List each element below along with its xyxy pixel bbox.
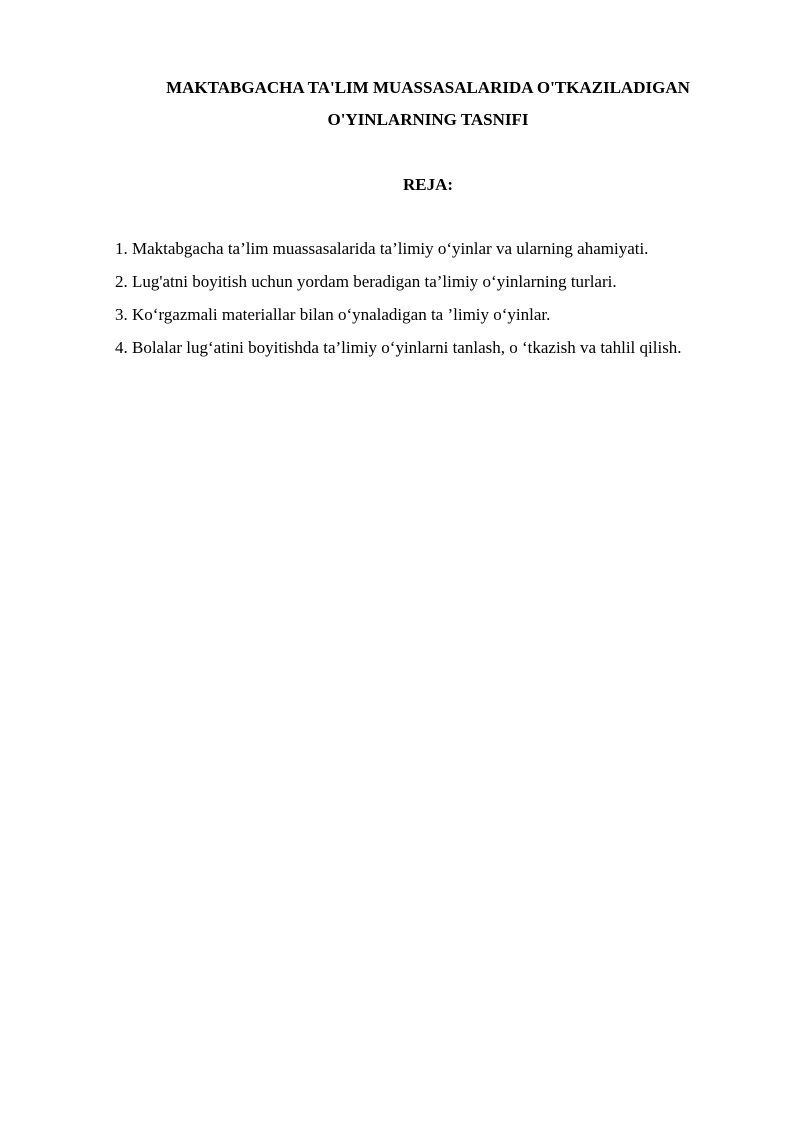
- plan-heading: REJA:: [402, 175, 454, 194]
- plan-item-2: 2. Lug'atni boyitish uchun yordam beradigan ta’limiy o‘yinlarning turlari.: [115, 272, 617, 291]
- plan-item-1: 1. Maktabgacha ta’lim muassasalarida ta’limiy o‘yinlar va ularning ahamiyati.: [115, 239, 649, 258]
- plan-item-3: 3. Ko‘rgazmali materiallar bilan o‘ynaladigan ta ’limiy o‘yinlar.: [115, 305, 551, 324]
- document-title-line-2: O'YINLARNING TASNIFI: [327, 110, 529, 129]
- document-title-line-1: MAKTABGACHA TA'LIM MUASSASALARIDA O'TKAZILADIGAN: [166, 78, 690, 97]
- plan-item-4: 4. Bolalar lug‘atini boyitishda ta’limiy o‘yinlarni tanlash, o ‘tkazish va tahlil qilish.: [115, 338, 682, 357]
- plan-list: [115, 238, 775, 370]
